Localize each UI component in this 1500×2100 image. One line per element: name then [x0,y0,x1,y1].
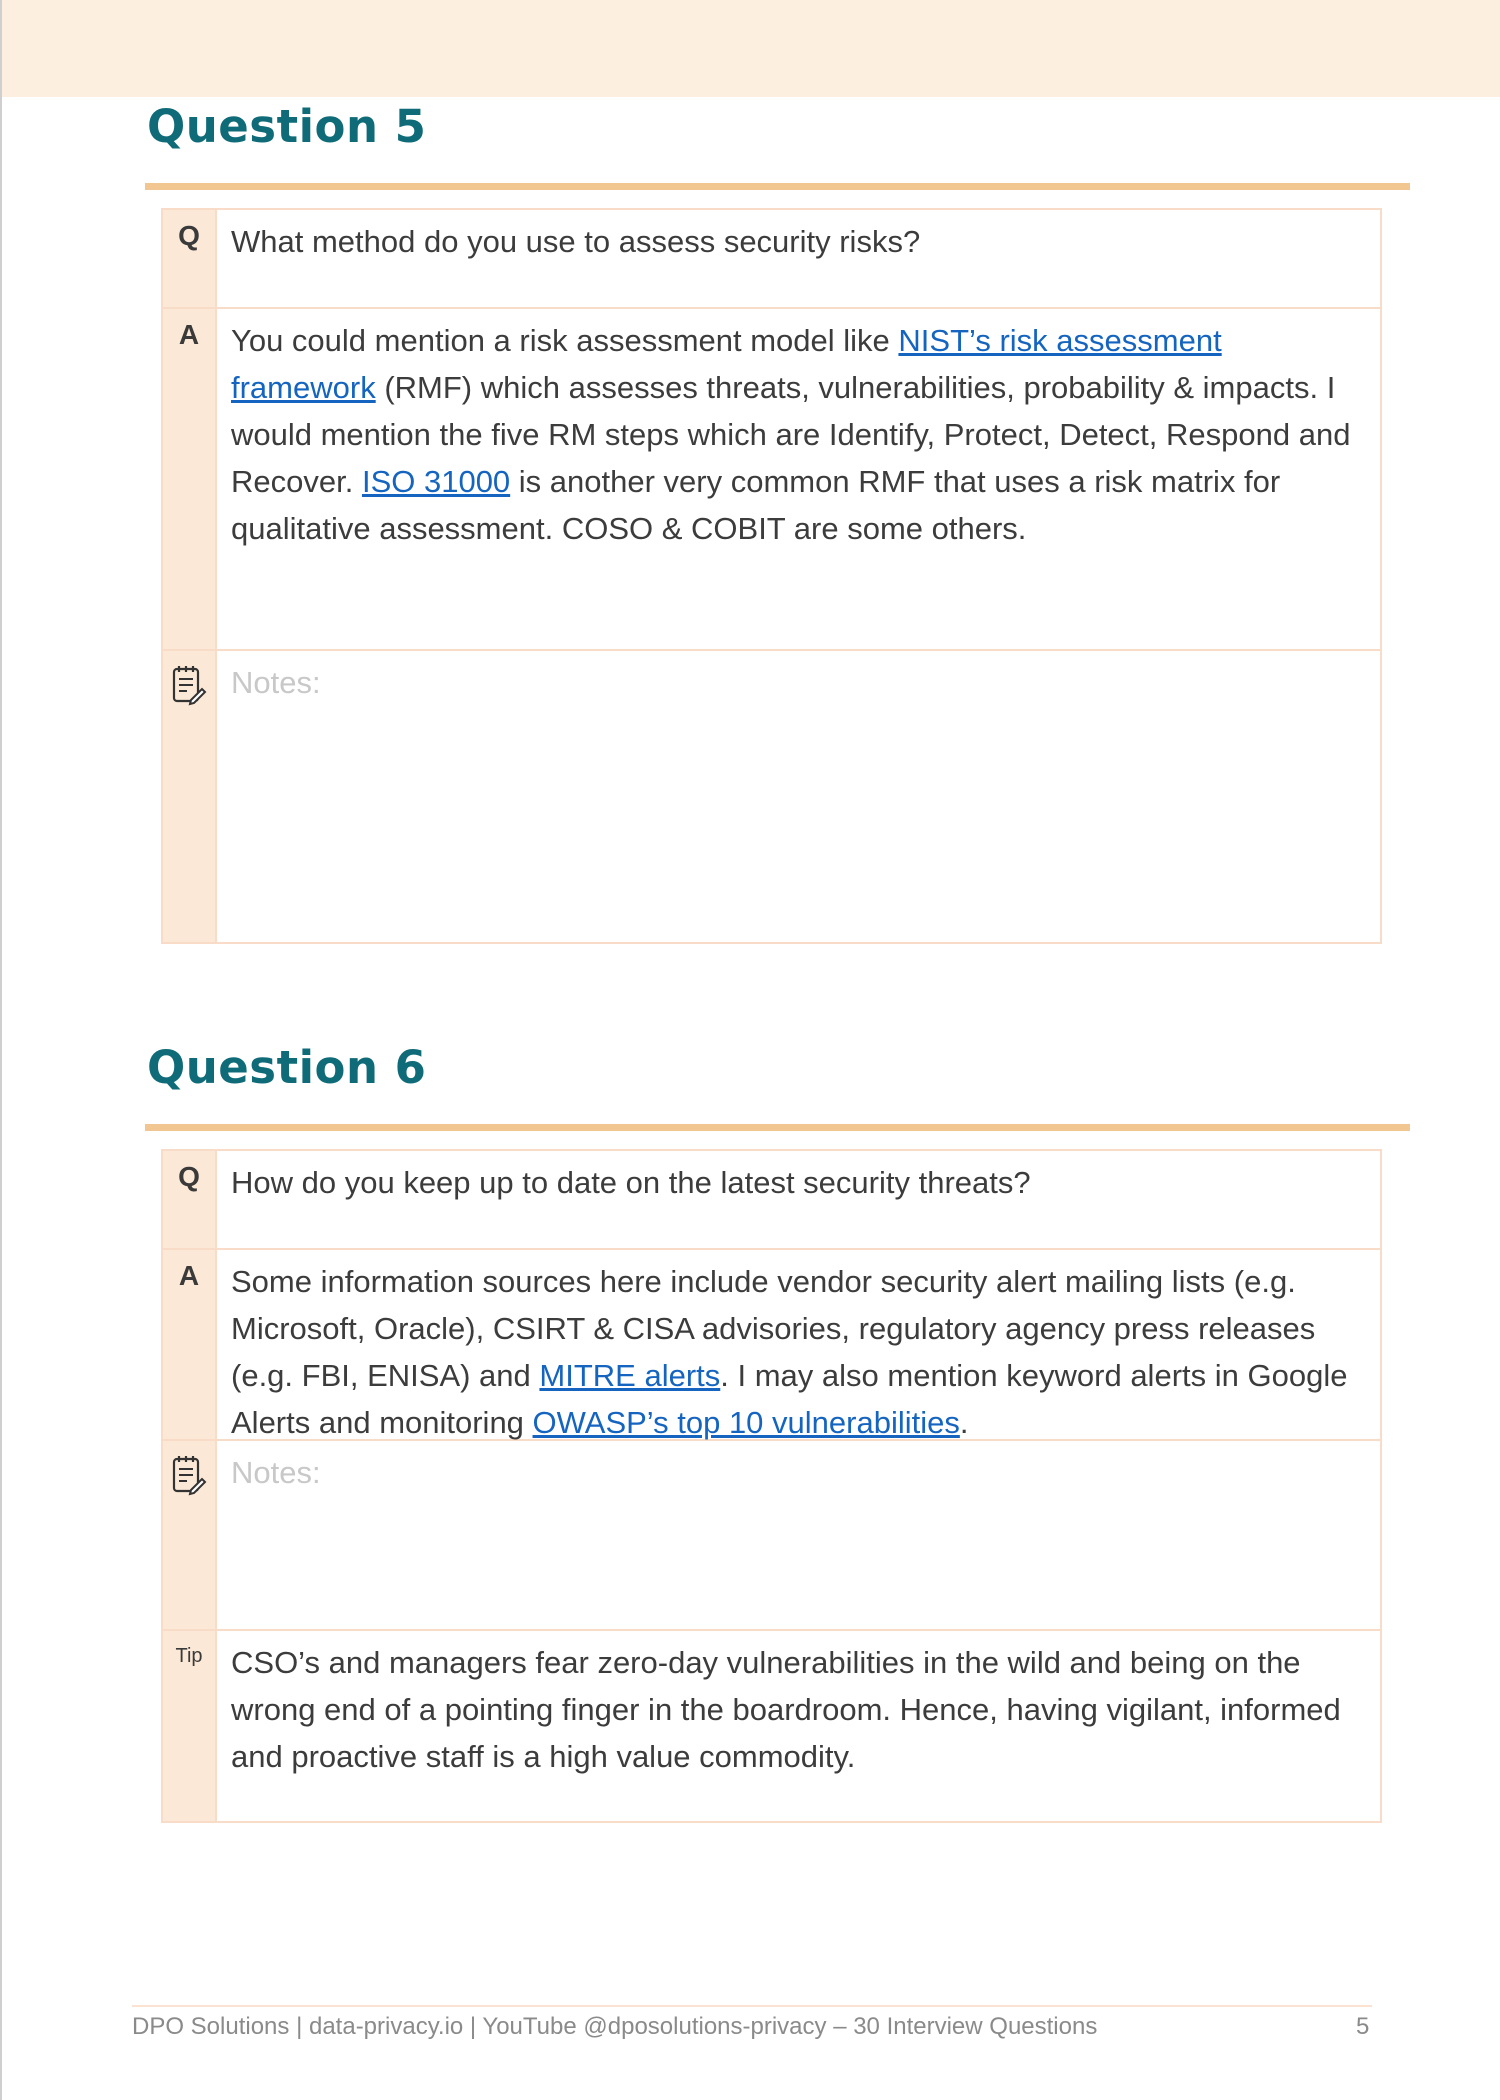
question-5-rule [145,183,1410,190]
notes-row [163,1439,1380,1629]
answer-text [217,1250,1380,1439]
answer-text-part: . [959,1405,969,1440]
footer-rule [132,2005,1372,2007]
question-5-title: Question 5 [147,100,427,153]
question-6-table [161,1149,1382,1823]
page-left-edge [0,0,2,2100]
question-row [163,210,1380,307]
notes-icon [171,1453,207,1497]
answer-text-part: Some information sources here include vendor security alert mailing lists (e.g. Microsoft, Oracle), CSIRT & CISA advisories, regulatory agency press releases (e.g. FBI, ENISA) and [231,1264,1316,1393]
mitre-alerts-link[interactable]: MITRE alerts [539,1358,721,1393]
question-text: What method do you use to assess security risks? [231,224,921,259]
question-6-rule [145,1124,1410,1131]
answer-row [163,1248,1380,1439]
page-number: 5 [1356,2013,1370,2040]
footer-text: DPO Solutions | data-privacy.io | YouTube @dposolutions-privacy – 30 Interview Questions [132,2013,1098,2040]
page-header-band [2,0,1500,97]
nist-framework-link[interactable]: NIST’s risk assessment framework [231,323,1222,405]
notes-label [163,1441,217,1629]
answer-text-part: is another very common RMF that uses a risk matrix for qualitative assessment. COSO & COBIT are some others. [231,464,1281,546]
answer-row [163,307,1380,649]
notes-label [163,651,217,942]
question-row [163,1151,1380,1248]
tip-text: CSO’s and managers fear zero-day vulnerabilities in the wild and being on the wrong end of a pointing finger in the boardroom. Hence, having vigilant, informed and proactive staff is a high value commodity. [231,1645,1341,1774]
answer-text-part: (RMF) which assesses threats, vulnerabilities, probability & impacts. I would mention the five RM steps which are Identify, Protect, Detect, Respond and Recover. [231,370,1351,499]
answer-text [217,309,1380,649]
notes-row [163,649,1380,942]
answer-text-part: You could mention a risk assessment model like [231,323,899,358]
tip-row [163,1629,1380,1821]
tip-label: Tip [163,1631,217,1821]
q-label: Q [163,210,217,307]
question-5-table [161,208,1382,944]
a-label: A [163,309,217,649]
notes-icon [171,663,207,707]
owasp-top10-link[interactable]: OWASP’s top 10 vulnerabilities [532,1405,960,1440]
question-text: How do you keep up to date on the latest security threats? [231,1165,1031,1200]
question-6-title: Question 6 [147,1041,427,1094]
notes-placeholder[interactable]: Notes: [231,665,321,700]
answer-text-part: . I may also mention keyword alerts in Google Alerts and monitoring [231,1358,1348,1440]
q-label: Q [163,1151,217,1248]
notes-placeholder[interactable]: Notes: [231,1455,321,1490]
a-label: A [163,1250,217,1439]
iso-31000-link[interactable]: ISO 31000 [361,464,511,499]
